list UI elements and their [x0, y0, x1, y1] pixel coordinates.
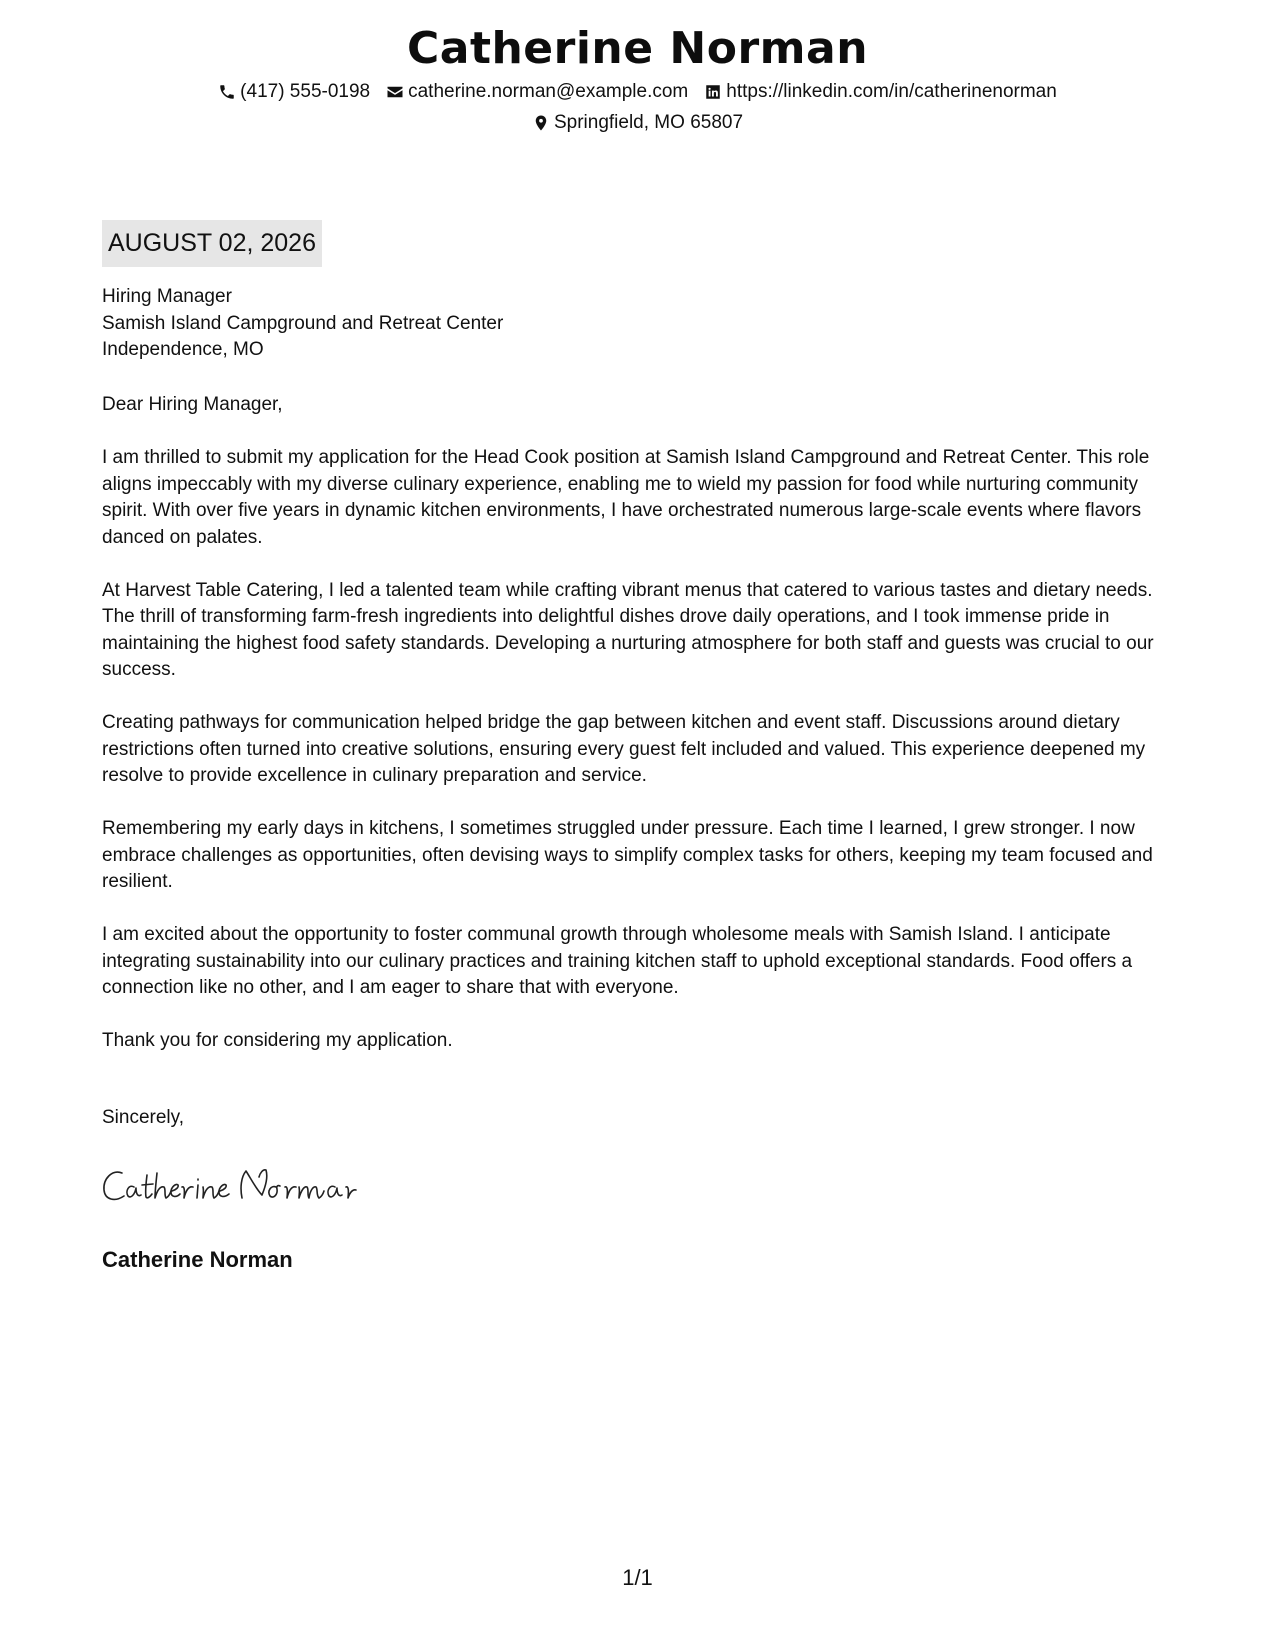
contact-location-row	[0, 110, 1275, 136]
recipient-block	[102, 284, 503, 364]
signature-image	[100, 1163, 365, 1209]
contact-email[interactable]	[386, 79, 688, 105]
contact-info-row	[0, 79, 1275, 105]
closing: Sincerely,	[102, 1107, 185, 1128]
contact-location	[532, 110, 743, 136]
thank-you-line: Thank you for considering my application.	[102, 1030, 453, 1051]
body-paragraph: At Harvest Table Catering, I led a talented team while crafting vibrant menus that catered to various tastes and dietary needs. The thrill of transforming farm-fresh ingredients into delightful dishes drove daily operations, and I took immense pride in maintaining the highest food safety standards. Developing a nurturing atmosphere for both staff and guests was crucial to our success.	[102, 579, 1154, 680]
phone-icon	[218, 83, 236, 101]
letter-date: AUGUST 02, 2026	[102, 220, 322, 267]
handwritten-signature	[100, 1163, 365, 1209]
linkedin-text: https://linkedin.com/in/catherinenorman	[726, 81, 1057, 102]
map-pin-icon	[532, 114, 550, 132]
body-paragraph: I am thrilled to submit my application for the Head Cook position at Samish Island Campground and Retreat Center. This role aligns impeccably with my diverse culinary experience, enabling me to wield my passion for food while nurturing community spirit. With over five years in dynamic kitchen environments, I have orchestrated numerous large-scale events where flavors danced on palates.	[102, 447, 1150, 548]
body-paragraph: I am excited about the opportunity to foster communal growth through wholesome meals with Samish Island. I anticipate integrating sustainability into our culinary practices and training kitchen staff to uphold exceptional standards. Food offers a connection like no other, and I am eager to share that with everyone.	[102, 924, 1133, 998]
phone-text: (417) 555-0198	[240, 81, 371, 102]
email-text: catherine.norman@example.com	[408, 81, 689, 102]
location-text: Springfield, MO 65807	[553, 112, 744, 133]
signer-name: Catherine Norman	[102, 1247, 293, 1272]
body-paragraph: Creating pathways for communication helped bridge the gap between kitchen and event staff. Discussions around dietary restrictions often turned into creative solutions, ensuring every guest felt included and valued. This experience deepened my resolve to provide excellence in culinary preparation and service.	[102, 712, 1146, 786]
envelope-icon	[386, 83, 404, 101]
contact-linkedin[interactable]	[704, 79, 1057, 105]
contact-phone	[218, 79, 370, 105]
letter-body	[102, 392, 1182, 1081]
linkedin-icon	[704, 83, 722, 101]
recipient-title: Hiring Manager	[102, 286, 232, 307]
salutation: Dear Hiring Manager,	[102, 394, 283, 415]
recipient-company: Samish Island Campground and Retreat Center	[102, 312, 504, 334]
body-paragraph: Remembering my early days in kitchens, I sometimes struggled under pressure. Each time I learned, I grew stronger. I now embrace challenges as opportunities, often devising ways to simplify complex tasks for others, keeping my team focused and resilient.	[102, 818, 1153, 892]
page-number: 1/1	[622, 1565, 653, 1590]
recipient-location: Independence, MO	[102, 339, 264, 360]
applicant-name: Catherine Norman	[406, 23, 869, 74]
